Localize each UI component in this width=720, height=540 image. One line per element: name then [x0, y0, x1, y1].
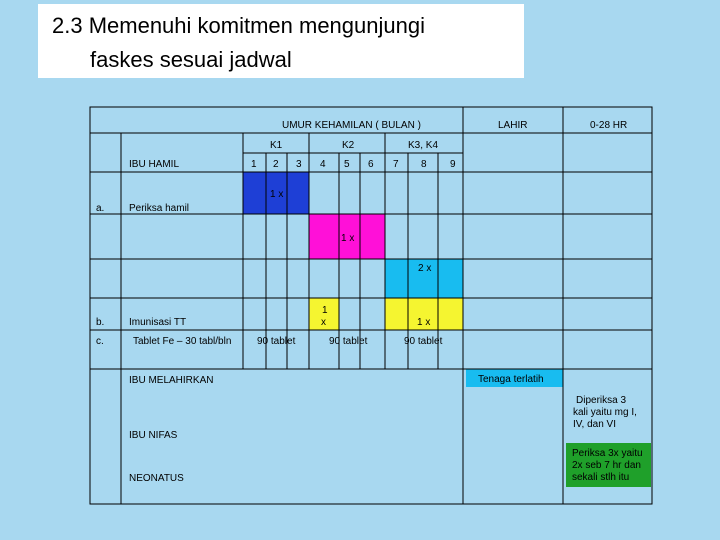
- k34-visit-text: 2 x: [418, 263, 432, 274]
- month-9: 9: [450, 159, 456, 170]
- header-ibu-hamil: IBU HAMIL: [129, 159, 180, 170]
- tt1-text-line1: 1: [322, 305, 328, 316]
- row-b-label: Imunisasi TT: [129, 317, 187, 328]
- row-a-letter: a.: [96, 203, 105, 214]
- row-c-letter: c.: [96, 336, 104, 347]
- fe3-text: 90 tablet: [404, 336, 443, 347]
- fe1-text: 90 tablet: [257, 336, 296, 347]
- month-1: 1: [251, 159, 257, 170]
- tenaga-text: Tenaga terlatih: [478, 374, 544, 385]
- neonatus-text-3: sekali stlh itu: [572, 472, 630, 483]
- row-a-label: Periksa hamil: [129, 203, 190, 214]
- month-2: 2: [273, 159, 279, 170]
- header-umur: UMUR KEHAMILAN ( BULAN ): [282, 120, 421, 131]
- row-c-label: Tablet Fe – 30 tabl/bln: [133, 336, 232, 347]
- month-3: 3: [296, 159, 302, 170]
- month-7: 7: [393, 159, 399, 170]
- k1-visit-text: 1 x: [270, 189, 284, 200]
- nifas-text-3: IV, dan VI: [573, 419, 616, 430]
- tt1-text-line2: x: [321, 317, 326, 328]
- neonatus-text-1: Periksa 3x yaitu: [572, 448, 643, 459]
- row-nifas: IBU NIFAS: [129, 430, 178, 441]
- header-k34: K3, K4: [408, 140, 439, 151]
- month-5: 5: [344, 159, 350, 170]
- row-neonatus: NEONATUS: [129, 473, 184, 484]
- k2-visit-text: 1 x: [341, 233, 355, 244]
- header-k2: K2: [342, 140, 355, 151]
- row-b-letter: b.: [96, 317, 105, 328]
- nifas-text-1: Diperiksa 3: [576, 395, 627, 406]
- tt2-text: 1 x: [417, 317, 431, 328]
- header-k1: K1: [270, 140, 283, 151]
- fe2-text: 90 tablet: [329, 336, 368, 347]
- month-6: 6: [368, 159, 374, 170]
- row-melahirkan: IBU MELAHIRKAN: [129, 375, 214, 386]
- month-8: 8: [421, 159, 427, 170]
- title-line-2: faskes sesuai jadwal: [90, 47, 292, 72]
- title-line-1: 2.3 Memenuhi komitmen mengunjungi: [52, 13, 425, 38]
- header-hr: 0-28 HR: [590, 120, 628, 131]
- header-lahir: LAHIR: [498, 120, 528, 131]
- neonatus-text-2: 2x seb 7 hr dan: [572, 460, 641, 471]
- nifas-text-2: kali yaitu mg I,: [573, 407, 637, 418]
- month-4: 4: [320, 159, 326, 170]
